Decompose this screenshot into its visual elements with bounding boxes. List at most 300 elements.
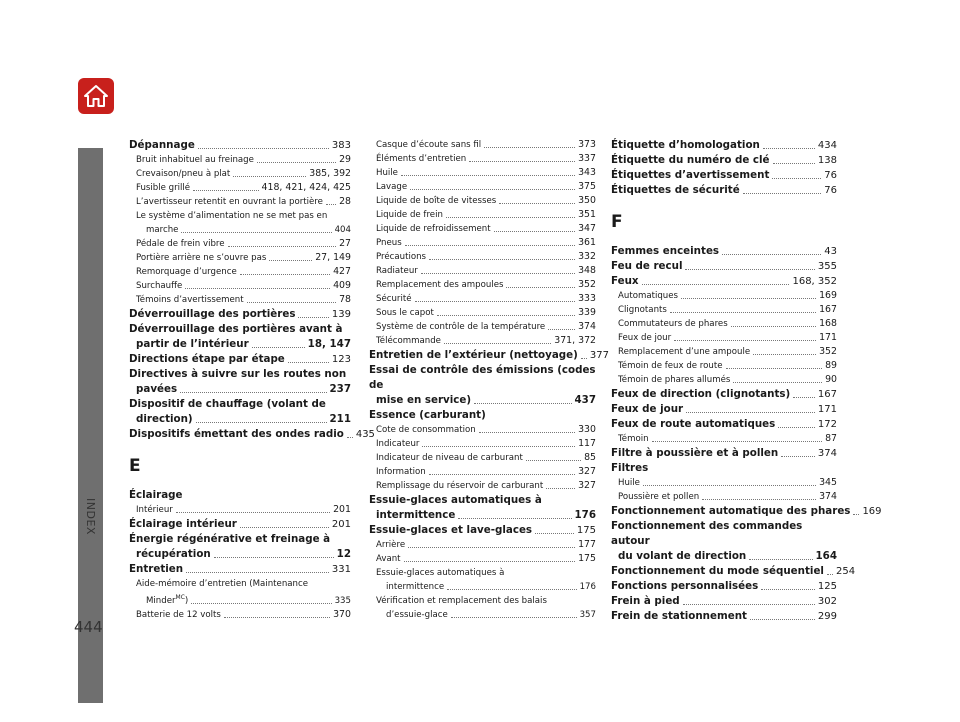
dot-leader — [408, 547, 575, 548]
index-entry[interactable] — [129, 412, 351, 427]
page-reference[interactable]: 437 — [574, 394, 596, 406]
page-reference[interactable]: 373 — [578, 139, 596, 150]
entry-term-text: Feux de jour — [611, 403, 684, 415]
page-reference[interactable]: 138 — [817, 155, 837, 166]
entry-term — [376, 552, 401, 566]
index-entry[interactable] — [369, 348, 609, 363]
page-reference[interactable]: 435 — [355, 429, 375, 440]
index-entry[interactable] — [611, 183, 837, 198]
dot-leader — [185, 288, 330, 289]
entry-term-text: Feux de jour — [618, 333, 672, 343]
dot-leader — [743, 193, 822, 194]
index-entry[interactable] — [611, 594, 837, 609]
entry-term-text: Feu de recul — [611, 260, 683, 272]
page-reference[interactable]: 370 — [333, 608, 351, 620]
index-entry[interactable] — [129, 427, 375, 442]
side-label: INDEX — [84, 498, 97, 535]
entry-term-text: Liquide de boîte de vitesses — [376, 196, 497, 206]
index-heading — [369, 493, 596, 508]
dot-leader — [437, 315, 575, 316]
index-entry[interactable] — [611, 289, 837, 303]
page-reference[interactable]: 85 — [584, 452, 596, 463]
page-reference[interactable]: 357 — [579, 610, 596, 620]
entry-term — [376, 479, 543, 493]
index-entry[interactable] — [369, 437, 596, 451]
entry-term — [618, 317, 728, 331]
entry-term-text: Système de contrôle de la température — [376, 322, 546, 332]
index-entry[interactable] — [129, 279, 351, 293]
entry-term-text: Poussière et pollen — [618, 492, 700, 502]
page-reference[interactable]: 343 — [578, 167, 596, 178]
page-reference[interactable]: 383 — [331, 140, 351, 151]
index-entry[interactable] — [611, 259, 837, 274]
index-entry[interactable] — [129, 547, 351, 562]
entry-term-text: Dispositifs émettant des ondes radio — [129, 428, 344, 440]
dot-leader — [198, 148, 329, 149]
entry-term — [369, 348, 578, 363]
index-heading — [369, 594, 596, 608]
entry-term-text: Feux de route automatiques — [611, 418, 776, 430]
page-reference[interactable]: 302 — [817, 596, 837, 607]
dot-leader — [298, 317, 328, 318]
index-entry[interactable] — [129, 223, 351, 237]
page-reference[interactable]: 327 — [578, 480, 596, 491]
index-entry[interactable] — [129, 181, 351, 195]
dot-leader — [750, 619, 815, 620]
index-entry[interactable] — [129, 138, 351, 153]
page-reference[interactable]: 43 — [824, 246, 837, 257]
page-reference[interactable]: 427 — [333, 266, 351, 277]
entry-term — [136, 153, 254, 167]
entry-term: Dispositif de chauffage (volant de — [129, 398, 326, 410]
index-entry[interactable] — [129, 337, 351, 352]
dot-leader — [191, 603, 331, 604]
dot-leader — [778, 427, 815, 428]
page-reference[interactable]: 345 — [819, 477, 837, 488]
dot-leader — [853, 514, 859, 515]
index-entry[interactable] — [369, 393, 596, 408]
entry-term — [146, 223, 178, 237]
entry-term: Essence (carburant) — [369, 409, 486, 421]
page-reference[interactable]: 201 — [331, 519, 351, 530]
entry-term-text: Intérieur — [136, 505, 173, 515]
dot-leader — [674, 340, 816, 341]
page-reference[interactable]: 355 — [817, 261, 837, 272]
entry-term: Filtres — [611, 462, 649, 474]
page-reference[interactable]: 418, 421, 424, 425 — [261, 182, 351, 193]
entry-term-text: Témoin — [618, 434, 649, 444]
page-reference[interactable]: 254 — [835, 566, 856, 577]
index-entry[interactable] — [129, 591, 351, 608]
page-reference[interactable]: 350 — [578, 195, 596, 206]
dot-leader — [228, 246, 337, 247]
page-reference[interactable]: 404 — [334, 225, 351, 235]
page-reference[interactable]: 167 — [817, 389, 837, 400]
entry-term-text: Huile — [376, 168, 398, 178]
page-reference[interactable]: 332 — [578, 251, 596, 262]
index-entry[interactable] — [129, 293, 351, 307]
index-entry[interactable] — [369, 194, 596, 208]
page-reference[interactable]: 337 — [578, 153, 596, 164]
entry-term-text: mise en service) — [376, 394, 472, 406]
entry-term — [136, 503, 173, 517]
page-reference[interactable]: 27, 149 — [315, 252, 351, 263]
entry-term — [376, 306, 434, 320]
entry-term — [618, 303, 667, 317]
entry-term — [611, 594, 680, 609]
dot-leader — [761, 589, 815, 590]
dot-leader — [548, 329, 575, 330]
page-reference[interactable]: 434 — [817, 140, 837, 151]
dot-leader — [269, 260, 312, 261]
entry-term: Vérification et remplacement des balais — [376, 596, 547, 606]
entry-term-text: Témoin de phares allumés — [618, 375, 731, 385]
index-entry[interactable] — [369, 552, 596, 566]
entry-term — [136, 195, 323, 209]
dot-leader — [247, 302, 336, 303]
index-entry[interactable] — [611, 138, 837, 153]
page-reference[interactable]: 168 — [819, 318, 837, 329]
index-entry[interactable] — [611, 504, 882, 519]
entry-term — [129, 427, 344, 442]
index-entry[interactable] — [611, 579, 837, 594]
page-reference[interactable]: 347 — [578, 223, 596, 234]
entry-term-text: Témoins d’avertissement — [136, 295, 244, 305]
index-entry[interactable] — [369, 479, 596, 493]
dot-leader — [429, 474, 575, 475]
page-reference[interactable]: 374 — [819, 491, 837, 502]
entry-term-text: Fonctionnement du mode séquentiel — [611, 565, 824, 577]
page-reference[interactable]: 176 — [579, 582, 596, 592]
index-entry[interactable] — [611, 244, 837, 259]
index-entry[interactable] — [611, 446, 837, 461]
index-entry[interactable] — [369, 523, 596, 538]
index-entry[interactable] — [369, 465, 596, 479]
index-entry[interactable] — [611, 345, 837, 359]
index-entry[interactable] — [369, 608, 596, 622]
entry-term — [611, 446, 778, 461]
index-entry[interactable] — [129, 237, 351, 251]
page-reference[interactable]: 12 — [336, 548, 351, 560]
entry-term — [376, 180, 407, 194]
index-column-2 — [369, 138, 609, 622]
page-reference[interactable]: 352 — [819, 346, 837, 357]
index-entry[interactable] — [369, 180, 596, 194]
dot-leader — [186, 572, 329, 573]
page-reference[interactable]: 351 — [578, 209, 596, 220]
index-heading — [129, 322, 351, 337]
page-reference[interactable]: 176 — [574, 509, 596, 521]
page-reference[interactable]: 78 — [339, 294, 351, 305]
page-reference[interactable]: 76 — [824, 185, 837, 196]
page-reference[interactable]: 385, 392 — [309, 168, 351, 179]
dot-leader — [722, 254, 821, 255]
index-heading — [369, 408, 596, 423]
dot-leader — [444, 343, 551, 344]
dot-leader — [652, 441, 823, 442]
index-column-3 — [611, 138, 882, 624]
entry-term — [618, 490, 699, 504]
entry-term-text: partir de l’intérieur — [136, 338, 249, 350]
entry-term-text: Éléments d’entretien — [376, 154, 467, 164]
dot-leader — [763, 148, 815, 149]
home-icon — [83, 84, 109, 108]
index-entry[interactable] — [129, 382, 351, 397]
dot-leader — [494, 231, 575, 232]
entry-term — [611, 504, 850, 519]
page-reference[interactable]: 164 — [815, 550, 837, 562]
entry-term — [136, 337, 249, 352]
entry-term — [611, 259, 682, 274]
page-reference[interactable]: 167 — [819, 304, 837, 315]
page-reference[interactable]: 76 — [824, 170, 837, 181]
index-heading — [129, 397, 351, 412]
index-entry[interactable] — [129, 562, 351, 577]
entry-term — [618, 359, 723, 373]
index-entry[interactable] — [369, 208, 596, 222]
dot-leader — [685, 269, 814, 270]
page-reference[interactable]: 125 — [817, 581, 837, 592]
page-reference[interactable]: 168, 352 — [792, 276, 837, 287]
index-entry[interactable] — [611, 402, 837, 417]
entry-term-text: intermittence — [376, 509, 456, 521]
entry-term-text: Liquide de frein — [376, 210, 443, 220]
entry-term-text: Information — [376, 467, 426, 477]
entry-term-text: Sécurité — [376, 294, 412, 304]
home-button[interactable] — [78, 78, 114, 114]
dot-leader — [458, 518, 571, 519]
page-reference[interactable]: 171 — [819, 332, 837, 343]
index-entry[interactable] — [611, 359, 837, 373]
entry-term — [146, 591, 188, 608]
page-reference[interactable]: 327 — [578, 466, 596, 477]
section-letter: F — [611, 212, 623, 232]
page-reference[interactable]: 18, 147 — [307, 338, 351, 350]
index-entry[interactable] — [369, 138, 596, 152]
index-entry[interactable] — [369, 236, 596, 250]
page-reference[interactable]: 87 — [825, 433, 837, 444]
entry-term — [376, 278, 503, 292]
entry-term — [129, 352, 285, 367]
page-reference[interactable]: 172 — [817, 419, 837, 430]
dot-leader — [753, 354, 816, 355]
entry-term-text: d’essuie-glace — [386, 610, 448, 620]
index-heading — [129, 209, 351, 223]
index-entry[interactable] — [611, 303, 837, 317]
entry-term — [129, 517, 237, 532]
page-reference[interactable]: 175 — [576, 525, 596, 536]
page-reference[interactable]: 374 — [817, 448, 837, 459]
page-reference[interactable]: 123 — [331, 354, 351, 365]
entry-term — [611, 138, 760, 153]
index-entry[interactable] — [611, 331, 837, 345]
dot-leader — [214, 557, 334, 558]
index-entry[interactable] — [369, 334, 596, 348]
entry-term-text: Liquide de refroidissement — [376, 224, 491, 234]
page-reference[interactable]: 371, 372 — [554, 335, 596, 346]
index-entry[interactable] — [369, 306, 596, 320]
dot-leader — [642, 284, 790, 285]
index-entry[interactable] — [369, 222, 596, 236]
page-reference[interactable]: 29 — [339, 154, 351, 165]
page-reference[interactable]: 27 — [339, 238, 351, 249]
dot-leader — [401, 175, 575, 176]
index-entry[interactable] — [369, 152, 596, 166]
entry-term — [376, 194, 496, 208]
page-reference[interactable]: 374 — [578, 321, 596, 332]
entry-term — [618, 289, 678, 303]
index-entry[interactable] — [611, 417, 837, 432]
index-entry[interactable] — [611, 274, 837, 289]
entry-term — [376, 451, 523, 465]
entry-term-text: Filtre à poussière et à pollen — [611, 447, 779, 459]
index-entry[interactable] — [129, 167, 351, 181]
dot-leader — [827, 574, 833, 575]
page-reference[interactable]: 375 — [578, 181, 596, 192]
page-reference[interactable]: 352 — [578, 279, 596, 290]
dot-leader — [326, 204, 336, 205]
entry-term-text: récupération — [136, 548, 211, 560]
dot-leader — [506, 287, 575, 288]
index-entry[interactable] — [611, 432, 837, 446]
index-entry[interactable] — [129, 352, 351, 367]
entry-term-text: Pédale de frein vibre — [136, 239, 225, 249]
index-entry[interactable] — [129, 265, 351, 279]
entry-term — [611, 402, 683, 417]
index-entry[interactable] — [369, 278, 596, 292]
page-reference[interactable]: 201 — [333, 504, 351, 515]
index-entry[interactable] — [129, 195, 351, 209]
page-reference[interactable]: 117 — [578, 438, 596, 449]
entry-term — [618, 331, 671, 345]
dot-leader — [781, 456, 815, 457]
entry-term-text: Lavage — [376, 182, 408, 192]
dot-leader — [233, 176, 306, 177]
index-column-1 — [129, 138, 375, 622]
index-entry[interactable] — [369, 580, 596, 594]
page-reference[interactable]: 348 — [578, 265, 596, 276]
page-reference[interactable]: 89 — [825, 360, 837, 371]
index-entry[interactable] — [369, 264, 596, 278]
dot-leader — [176, 512, 330, 513]
index-entry[interactable] — [129, 251, 351, 265]
entry-term: Essuie-glaces automatiques à — [369, 494, 542, 506]
index-entry[interactable] — [369, 320, 596, 334]
dot-leader — [240, 527, 329, 528]
entry-term-text: Huile — [618, 478, 640, 488]
entry-term-text: Dépannage — [129, 139, 195, 151]
index-heading — [129, 367, 351, 382]
dot-leader — [526, 460, 581, 461]
dot-leader — [772, 178, 821, 179]
index-entry[interactable] — [369, 423, 596, 437]
dot-leader — [429, 259, 575, 260]
page-reference[interactable]: 331 — [331, 564, 351, 575]
page-reference[interactable]: 169 — [862, 506, 882, 517]
index-entry[interactable] — [611, 476, 837, 490]
page-reference[interactable]: 175 — [578, 553, 596, 564]
page-reference[interactable]: 171 — [817, 404, 837, 415]
page-reference[interactable]: 361 — [578, 237, 596, 248]
entry-term-tail: ) — [184, 595, 189, 606]
index-entry[interactable] — [369, 451, 596, 465]
entry-term — [611, 579, 758, 594]
index-entry[interactable] — [129, 503, 351, 517]
entry-term-text: Pneus — [376, 238, 402, 248]
page-reference[interactable]: 333 — [578, 293, 596, 304]
entry-term: Directives à suivre sur les routes non — [129, 368, 347, 380]
page-reference[interactable]: 177 — [578, 539, 596, 550]
entry-term-text: Batterie de 12 volts — [136, 609, 221, 620]
page-reference[interactable]: 169 — [819, 290, 837, 301]
index-entry[interactable] — [611, 564, 856, 579]
page-reference[interactable]: 90 — [825, 374, 837, 385]
index-entry[interactable] — [129, 517, 351, 532]
entry-term-text: Étiquettes d’avertissement — [611, 169, 770, 181]
page-reference[interactable]: 330 — [578, 424, 596, 435]
entry-term — [611, 274, 639, 289]
entry-term — [611, 417, 775, 432]
superscript-mark: MC — [175, 594, 185, 601]
page-reference[interactable]: 335 — [334, 595, 351, 606]
entry-term — [129, 138, 195, 153]
index-entry[interactable] — [611, 490, 837, 504]
entry-term — [611, 564, 824, 579]
index-heading — [369, 363, 596, 393]
page-reference[interactable]: 28 — [339, 196, 351, 207]
index-entry[interactable] — [129, 608, 351, 622]
index-entry[interactable] — [611, 153, 837, 168]
entry-term — [136, 279, 182, 293]
entry-term-text: Sous le capot — [376, 308, 434, 318]
index-entry[interactable] — [129, 307, 351, 322]
entry-term-text: Bruit inhabituel au freinage — [136, 155, 254, 165]
entry-term-text: Femmes enceintes — [611, 245, 720, 257]
entry-term — [136, 265, 237, 279]
entry-term-text: Remplissage du réservoir de carburant — [376, 481, 544, 491]
index-heading — [611, 519, 837, 549]
index-entry[interactable] — [369, 292, 596, 306]
entry-term-text: direction) — [136, 413, 193, 425]
page-reference[interactable]: 139 — [331, 309, 351, 320]
index-entry[interactable] — [611, 549, 837, 564]
index-entry[interactable] — [369, 250, 596, 264]
index-entry[interactable] — [611, 387, 837, 402]
index-entry[interactable] — [611, 168, 837, 183]
index-entry[interactable] — [611, 373, 837, 387]
index-entry[interactable] — [129, 153, 351, 167]
dot-leader — [499, 203, 575, 204]
page-reference[interactable]: 299 — [817, 611, 837, 622]
page-reference[interactable]: 211 — [329, 413, 351, 425]
index-entry[interactable] — [611, 609, 837, 624]
dot-leader — [643, 485, 816, 486]
index-entry[interactable] — [369, 538, 596, 552]
entry-term — [376, 250, 426, 264]
page-reference[interactable]: 409 — [333, 280, 351, 291]
dot-leader — [421, 273, 575, 274]
page-reference[interactable]: 377 — [589, 350, 609, 361]
dot-leader — [193, 190, 258, 191]
entry-term — [618, 549, 746, 564]
page-reference[interactable]: 339 — [578, 307, 596, 318]
index-entry[interactable] — [611, 317, 837, 331]
index-entry[interactable] — [369, 166, 596, 180]
index-entry[interactable] — [369, 508, 596, 523]
entry-term-text: Indicateur — [376, 439, 420, 449]
page-reference[interactable]: 237 — [329, 383, 351, 395]
entry-term-text: Étiquette du numéro de clé — [611, 154, 770, 166]
